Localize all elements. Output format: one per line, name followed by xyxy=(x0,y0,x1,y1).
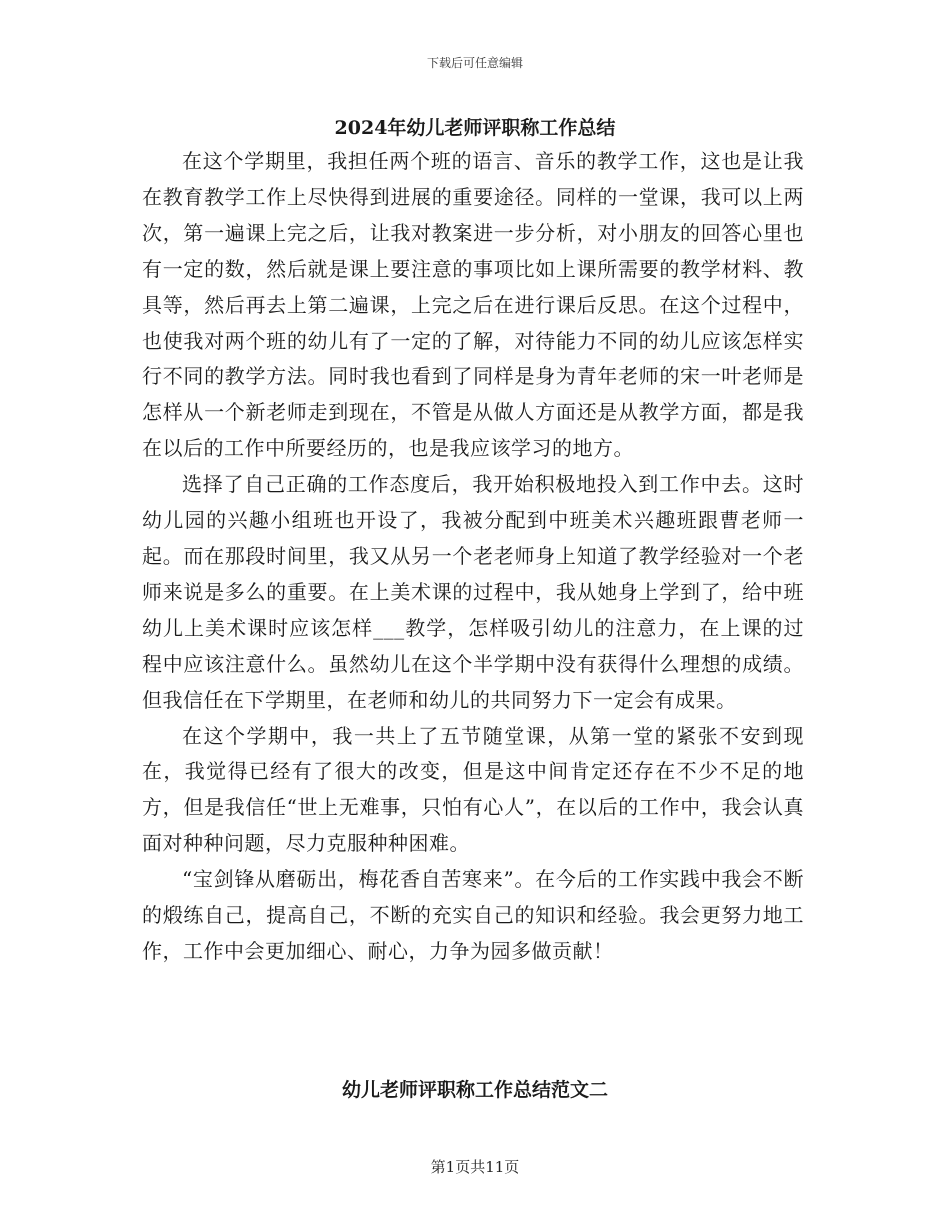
paragraph-1: 在这个学期里，我担任两个班的语言、音乐的教学工作，这也是让我在教育教学工作上尽快得到进展的重要途径。同样的一堂课，我可以上两次，第一遍课上完之后，让我对教案进一步分析，对小朋友的回答心里也有一定的数，然后就是课上要注意的事项比如上课所需要的教学材料、教具等，然后再去上第二遍课，上完之后在进行课后反思。在这个过程中，也使我对两个班的幼儿有了一定的了解，对待能力不同的幼儿应该怎样实行不同的教学方法。同时我也看到了同样是身为青年老师的宋一叶老师是怎样从一个新老师走到现在，不管是从做人方面还是从教学方面，都是我在以后的工作中所要经历的，也是我应该学习的地方。 xyxy=(142,149,804,461)
document-title: 2024年幼儿老师评职称工作总结 xyxy=(334,117,616,139)
section-title: 幼儿老师评职称工作总结范文二 xyxy=(341,1079,608,1101)
document-body xyxy=(142,144,804,970)
page-footer: 第1页共11页 xyxy=(430,1158,520,1176)
paragraph-3: 在这个学期中，我一共上了五节随堂课，从第一堂的紧张不安到现在，我觉得已经有了很大的改变，但是这中间肯定还存在不少不足的地方，但是我信任“世上无难事，只怕有心人”，在以后的工作中，我会认真面对种种问题，尽力克服种种困难。 xyxy=(142,723,804,856)
paragraph-4: “宝剑锋从磨砺出，梅花香自苦寒来”。在今后的工作实践中我会不断的煅练自己，提高自己，不断的充实自己的知识和经验。我会更努力地工作，工作中会更加细心、耐心，力争为园多做贡献！ xyxy=(142,867,804,963)
header-note: 下载后可任意编辑 xyxy=(426,56,523,70)
paragraph-2: 选择了自己正确的工作态度后，我开始积极地投入到工作中去。这时幼儿园的兴趣小组班也开设了，我被分配到中班美术兴趣班跟曹老师一起。而在那段时间里，我又从另一个老老师身上知道了教学经验对一个老师来说是多么的重要。在上美术课的过程中，我从她身上学到了，给中班幼儿上美术课时应该怎样___教学，怎样吸引幼儿的注意力，在上课的过程中应该注意什么。虽然幼儿在这个半学期中没有获得什么理想的成绩。但我信任在下学期里，在老师和幼儿的共同努力下一定会有成果。 xyxy=(142,472,804,712)
